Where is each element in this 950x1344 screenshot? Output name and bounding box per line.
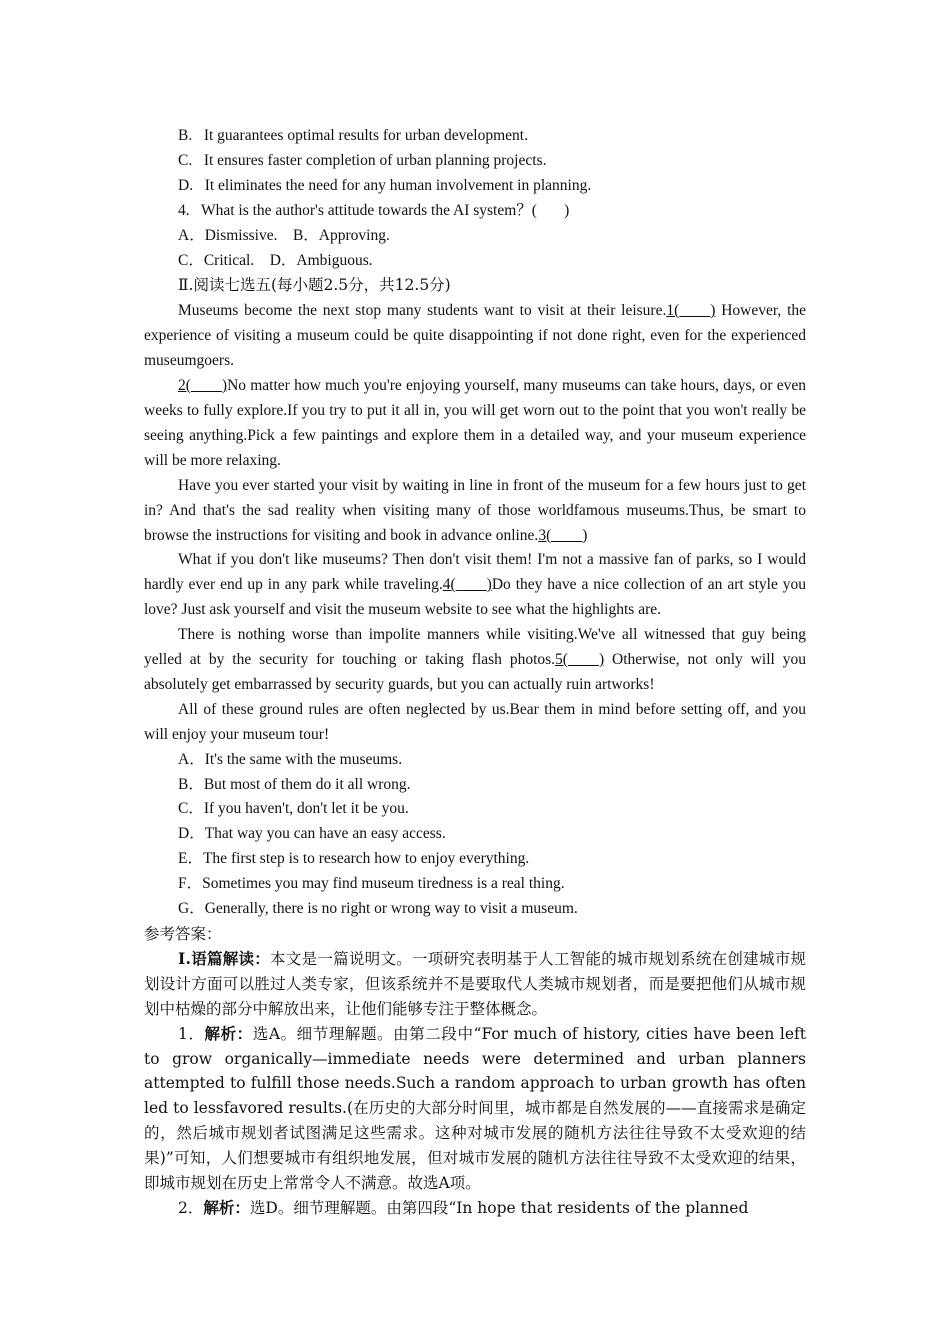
section-heading xyxy=(144,273,806,299)
answer-heading: 解析： xyxy=(203,1197,250,1217)
q4-stem: 4. What is the author's attitude towards the AI system？( ) xyxy=(178,201,570,219)
paragraph-text: However, the experience of visiting a museum could be quite disappointing if not done right, even for the experienced museumgoers. xyxy=(144,302,807,370)
paragraph-text: Have you ever started your visit by waiting in line in front of the museum for a few hours just to get in? And that's the sad reality when visiting many of those worldfamous museums.Thus, be smart to browse the instructions for visiting and book in advance online. xyxy=(144,476,806,544)
passage-paragraph-2 xyxy=(144,374,806,474)
paragraph-text: Do they have a nice collection of an art style you love? Just ask yourself and visit the museum website to see what the highlights are. xyxy=(144,576,806,619)
answer-1 xyxy=(144,1022,806,1196)
choice-a: A．It's the same with the museums. xyxy=(178,750,403,768)
choice-f: F．Sometimes you may find museum tiredness is a real thing. xyxy=(178,875,565,893)
summary-paragraph xyxy=(144,947,806,1022)
blank-5[interactable]: 5(____) xyxy=(555,651,605,669)
blank-3[interactable]: 3(____) xyxy=(538,526,588,544)
choice-b: B．But most of them do it all wrong. xyxy=(178,775,411,793)
q3-option-c: C. It ensures faster completion of urban planning projects. xyxy=(178,151,547,169)
passage-paragraph-1 xyxy=(144,299,806,374)
passage-paragraph-4 xyxy=(144,548,806,623)
answer-number: 1． xyxy=(178,1024,205,1043)
choice-g: G．Generally, there is no right or wrong way to visit a museum. xyxy=(178,900,578,918)
paragraph-text: No matter how much you're enjoying yourself, many museums can take hours, days, or even weeks to fully explore.If you try to put it all in, you will get worn out to the point that you won't really be seeing anything.Pick a few paintings and explore them in a detailed way, and your museum experience will be more relaxing. xyxy=(144,377,806,469)
summary-text: 本文是一篇说明文。一项研究表明基于人工智能的城市规划系统在创建城市规划设计方面可以胜过人类专家，但该系统并不是要取代人类城市规划者，而是要把他们从城市规划中枯燥的部分中解放出来，让他们能够专注于整体概念。 xyxy=(144,949,806,1018)
passage-paragraph-3 xyxy=(144,474,806,549)
choice-e: E．The first step is to research how to enjoy everything. xyxy=(178,850,530,868)
q3-option-d: D. It eliminates the need for any human involvement in planning. xyxy=(178,176,592,194)
summary-heading: Ⅰ.语篇解读： xyxy=(178,948,271,968)
q4-options-row2: C．Critical. D．Ambiguous. xyxy=(178,251,373,269)
choice-c: C．If you haven't, don't let it be you. xyxy=(178,800,409,818)
document-page xyxy=(144,124,806,1221)
passage-paragraph-6: All of these ground rules are often neglected by us.Bear them in mind before setting off, and you will enjoy your museum tour! xyxy=(144,700,806,743)
answer-text: 选D。细节理解题。由第四段“In hope that residents of the planned xyxy=(249,1198,749,1217)
section-score: (每小题2.5分，共12.5分) xyxy=(270,276,451,295)
paragraph-text: What if you don't like museums? Then don't visit them! I'm not a massive fan of parks, so I would hardly ever end up in any park while traveling. xyxy=(144,551,806,594)
q4-options-row1: A．Dismissive. B．Approving. xyxy=(178,226,390,244)
q3-option-b: B. It guarantees optimal results for urban development. xyxy=(178,127,528,144)
passage-paragraph-5 xyxy=(144,623,806,698)
paragraph-text: Museums become the next stop many students want to visit at their leisure. xyxy=(178,302,667,320)
choice-d: D．That way you can have an easy access. xyxy=(178,825,446,843)
paragraph-text: There is nothing worse than impolite manners while visiting.We've all witnessed that guy being yelled at by the security for touching or taking flash photos. xyxy=(144,626,806,669)
answer-text: 选A。细节理解题。由第二段中“For much of history, cities have been left to grow organically—immediate needs were determined and urban planners attempted to fulfill those needs.Such a random approach to urban growth has often led to lessfavored results.(在历史的大部分时间里，城市都是自然发展的——直接需求是确定的，然后城市规划者试图满足这些需求。这种对城市发展的随机方法往往导致不太受欢迎的结果)”可知，人们想要城市有组织地发展，但对城市发展的随机方法往往导致不太受欢迎的结果，即城市规划在历史上常常令人不满意。故选A项。 xyxy=(144,1024,806,1193)
blank-4[interactable]: 4(____) xyxy=(442,576,492,594)
answer-number: 2． xyxy=(178,1198,204,1217)
paragraph-text: Otherwise, not only will you absolutely get embarrassed by security guards, but you can actually ruin artworks! xyxy=(144,651,806,693)
blank-1[interactable]: 1(____) xyxy=(666,302,716,320)
blank-2[interactable]: 2(____) xyxy=(178,377,228,395)
section-title: Ⅱ.阅读七选五 xyxy=(178,276,271,295)
answer-heading: 解析： xyxy=(204,1023,253,1043)
answers-label: 参考答案： xyxy=(144,925,222,943)
answer-2 xyxy=(144,1196,806,1221)
